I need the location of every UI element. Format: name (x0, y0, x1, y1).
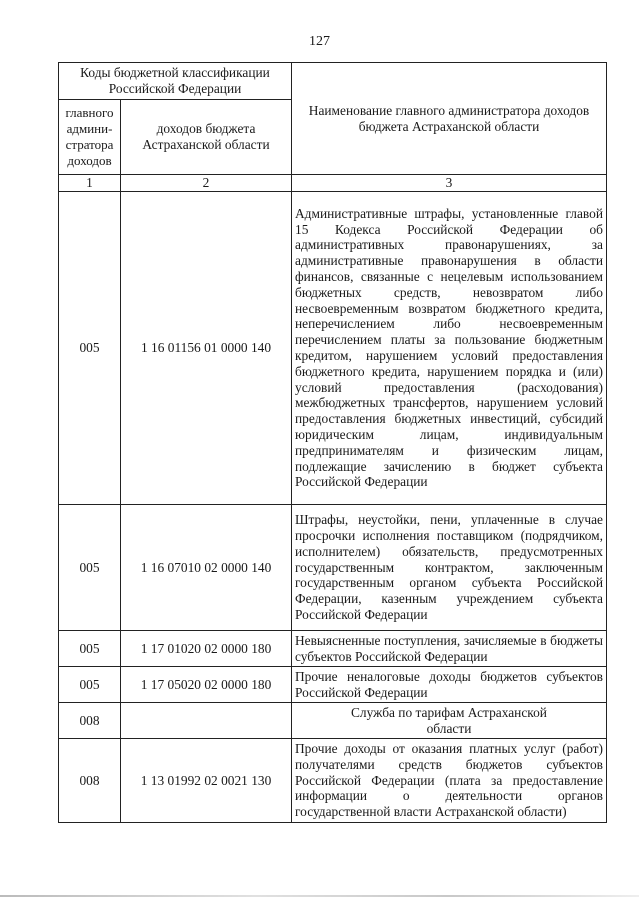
table-row (59, 631, 607, 667)
admin-code-cell: 005 (59, 192, 121, 505)
income-name-text: Административные штрафы, установленные главой 15 Кодекса Российской Федерации об административных правонарушениях, за административные правонарушения в области финансов, связанные с нецелевым использованием бюджетных средств, невозвратом либо несвоевременным возвратом бюджетного кредита, неперечислением либо несвоевременным перечислением платы за пользование бюджетным кредитом, нарушением условий предоставления бюджетного кредита, нарушением порядка и (или) условий предоставления (расходования) межбюджетных трансфертов, нарушением условий предоставления бюджетных инвестиций, субсидий юридическим лицам, индивидуальным предпринимателям и физическим лицам, подлежащие зачислению в бюджет субъекта Российской Федерации (295, 205, 603, 490)
budget-code-cell: 1 13 01992 02 0021 130 (121, 739, 292, 823)
admin-code-cell: 008 (59, 703, 121, 739)
budget-code-cell: 1 16 01156 01 0000 140 (121, 192, 292, 505)
budget-code-cell: 1 17 01020 02 0000 180 (121, 631, 292, 667)
admin-code-cell: 008 (59, 739, 121, 823)
table-row (59, 192, 607, 505)
income-name-cell (292, 192, 607, 505)
table-row (59, 739, 607, 823)
header-budget-income: доходов бюджета Астраханской области (121, 100, 292, 175)
income-name-cell (292, 505, 607, 631)
budget-codes-table (58, 62, 607, 823)
income-name-text: Штрафы, неустойки, пени, уплаченные в случае просрочки исполнения поставщиком (подрядчиком, исполнителем) обязательств, предусмотренных государственным контрактом, заключенным государственным органом субъекта Российской Федерации, казенным учреждением субъекта Российской Федерации (295, 512, 603, 622)
column-number-row (59, 175, 607, 192)
admin-code-cell: 005 (59, 505, 121, 631)
admin-code-cell: 005 (59, 631, 121, 667)
budget-code-cell: 1 16 07010 02 0000 140 (121, 505, 292, 631)
income-name-cell (292, 667, 607, 703)
table-row (59, 505, 607, 631)
budget-code-cell: 1 17 05020 02 0000 180 (121, 667, 292, 703)
column-number-3: 3 (292, 175, 607, 192)
page-number: 127 (309, 34, 330, 49)
header-main-admin: главного админи-стратора доходов (59, 100, 121, 175)
table-row-section-heading (59, 703, 607, 739)
income-name-text: Прочие неналоговые доходы бюджетов субъектов Российской Федерации (295, 668, 603, 700)
income-name-text: Невыясненные поступления, зачисляемые в бюджеты субъектов Российской Федерации (295, 632, 603, 664)
income-name-text: Прочие доходы от оказания платных услуг (работ) получателями средств бюджетов субъектов Российской Федерации (плата за предоставление информации о деятельности органов государственной власти Астраханской области) (295, 741, 603, 820)
budget-code-cell (121, 703, 292, 739)
admin-code-cell: 005 (59, 667, 121, 703)
income-name-cell (292, 739, 607, 823)
header-codes-group: Коды бюджетной классификации Российской Федерации (59, 63, 292, 100)
table-header-row (59, 63, 607, 100)
column-number-2: 2 (121, 175, 292, 192)
income-name-cell (292, 631, 607, 667)
header-admin-name: Наименование главного администратора доходов бюджета Астраханской области (292, 63, 607, 175)
section-title-cell: Служба по тарифам Астраханской области (292, 703, 607, 739)
column-number-1: 1 (59, 175, 121, 192)
table-row (59, 667, 607, 703)
scan-edge-line (0, 895, 639, 897)
